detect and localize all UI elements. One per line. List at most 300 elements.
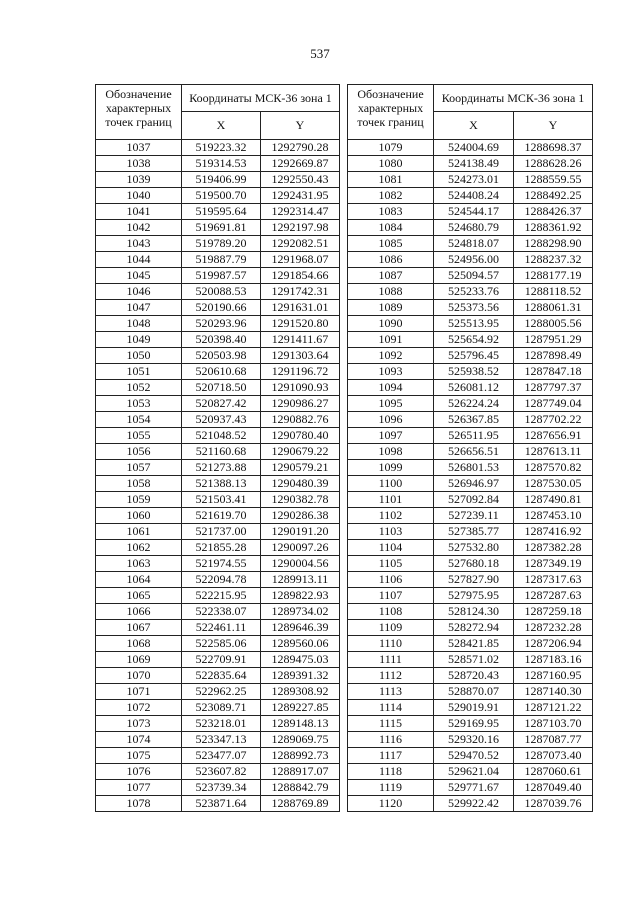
x-coordinate-cell: 528421.85 (434, 636, 514, 652)
table-row (96, 236, 340, 252)
table-row (348, 652, 593, 668)
table-row (96, 316, 340, 332)
y-coordinate-cell: 1287349.19 (514, 556, 593, 572)
y-coordinate-cell: 1290286.38 (261, 508, 340, 524)
table-row (96, 284, 340, 300)
x-coordinate-cell: 521974.55 (182, 556, 261, 572)
y-coordinate-cell: 1287206.94 (514, 636, 593, 652)
y-coordinate-cell: 1289734.02 (261, 604, 340, 620)
point-id-cell: 1081 (348, 172, 434, 188)
point-id-cell: 1061 (96, 524, 182, 540)
y-coordinate-cell: 1291090.93 (261, 380, 340, 396)
point-id-cell: 1116 (348, 732, 434, 748)
table-row (348, 380, 593, 396)
x-coordinate-cell: 526946.97 (434, 476, 514, 492)
table-row (348, 220, 593, 236)
y-coordinate-cell: 1288559.55 (514, 172, 593, 188)
x-coordinate-cell: 520610.68 (182, 364, 261, 380)
y-coordinate-cell: 1287749.04 (514, 396, 593, 412)
table-row (96, 636, 340, 652)
x-coordinate-cell: 529320.16 (434, 732, 514, 748)
y-coordinate-cell: 1290004.56 (261, 556, 340, 572)
y-coordinate-cell: 1287847.18 (514, 364, 593, 380)
table-row (348, 476, 593, 492)
x-coordinate-cell: 528124.30 (434, 604, 514, 620)
x-coordinate-cell: 523739.34 (182, 780, 261, 796)
table-row (348, 700, 593, 716)
point-id-cell: 1089 (348, 300, 434, 316)
table-row (96, 332, 340, 348)
y-coordinate-cell: 1291196.72 (261, 364, 340, 380)
y-coordinate-cell: 1292082.51 (261, 236, 340, 252)
point-id-cell: 1079 (348, 140, 434, 156)
y-coordinate-cell: 1288237.32 (514, 252, 593, 268)
table-row (96, 268, 340, 284)
x-coordinate-cell: 528272.94 (434, 620, 514, 636)
y-coordinate-cell: 1291968.07 (261, 252, 340, 268)
y-coordinate-cell: 1289227.85 (261, 700, 340, 716)
x-coordinate-cell: 521737.00 (182, 524, 261, 540)
x-coordinate-cell: 525513.95 (434, 316, 514, 332)
table-row (348, 268, 593, 284)
point-id-cell: 1069 (96, 652, 182, 668)
point-id-cell: 1067 (96, 620, 182, 636)
x-coordinate-cell: 523347.13 (182, 732, 261, 748)
table-row (96, 780, 340, 796)
y-coordinate-cell: 1288628.26 (514, 156, 593, 172)
x-coordinate-cell: 523477.07 (182, 748, 261, 764)
point-id-cell: 1045 (96, 268, 182, 284)
table-row (348, 332, 593, 348)
y-coordinate-cell: 1291854.66 (261, 268, 340, 284)
x-coordinate-cell: 527975.95 (434, 588, 514, 604)
x-coordinate-cell: 519789.20 (182, 236, 261, 252)
point-id-cell: 1085 (348, 236, 434, 252)
point-column-header: Обозначение характерных точек границ (348, 85, 434, 140)
x-coordinate-cell: 519691.81 (182, 220, 261, 236)
y-coordinate-cell: 1288061.31 (514, 300, 593, 316)
point-id-cell: 1062 (96, 540, 182, 556)
point-id-cell: 1108 (348, 604, 434, 620)
x-coordinate-cell: 522962.25 (182, 684, 261, 700)
point-id-cell: 1090 (348, 316, 434, 332)
x-coordinate-cell: 519500.70 (182, 188, 261, 204)
table-row (348, 524, 593, 540)
y-coordinate-cell: 1291303.64 (261, 348, 340, 364)
x-coordinate-cell: 526081.12 (434, 380, 514, 396)
table-row (348, 508, 593, 524)
point-id-cell: 1113 (348, 684, 434, 700)
point-id-cell: 1063 (96, 556, 182, 572)
point-id-cell: 1066 (96, 604, 182, 620)
x-coordinate-cell: 529771.67 (434, 780, 514, 796)
x-coordinate-cell: 528720.43 (434, 668, 514, 684)
y-coordinate-cell: 1292197.98 (261, 220, 340, 236)
table-row (348, 796, 593, 812)
point-id-cell: 1078 (96, 796, 182, 812)
y-coordinate-cell: 1287140.30 (514, 684, 593, 700)
x-coordinate-cell: 524273.01 (434, 172, 514, 188)
x-coordinate-cell: 520398.40 (182, 332, 261, 348)
y-coordinate-cell: 1287103.70 (514, 716, 593, 732)
x-coordinate-cell: 524956.00 (434, 252, 514, 268)
x-coordinate-cell: 524818.07 (434, 236, 514, 252)
table-row (348, 428, 593, 444)
y-coordinate-cell: 1289913.11 (261, 572, 340, 588)
point-id-cell: 1111 (348, 652, 434, 668)
table-row (348, 460, 593, 476)
point-id-cell: 1053 (96, 396, 182, 412)
point-id-cell: 1044 (96, 252, 182, 268)
table-row (348, 604, 593, 620)
point-id-cell: 1093 (348, 364, 434, 380)
table-row (96, 460, 340, 476)
x-coordinate-cell: 519987.57 (182, 268, 261, 284)
y-coordinate-cell: 1288298.90 (514, 236, 593, 252)
point-id-cell: 1072 (96, 700, 182, 716)
point-id-cell: 1048 (96, 316, 182, 332)
x-coordinate-cell: 525938.52 (434, 364, 514, 380)
x-coordinate-cell: 525796.45 (434, 348, 514, 364)
x-coordinate-cell: 524138.49 (434, 156, 514, 172)
point-id-cell: 1065 (96, 588, 182, 604)
x-coordinate-cell: 526801.53 (434, 460, 514, 476)
point-id-cell: 1039 (96, 172, 182, 188)
point-id-cell: 1107 (348, 588, 434, 604)
y-coordinate-cell: 1290579.21 (261, 460, 340, 476)
x-coordinate-cell: 526656.51 (434, 444, 514, 460)
table-row (96, 716, 340, 732)
x-coordinate-cell: 526367.85 (434, 412, 514, 428)
x-coordinate-cell: 522461.11 (182, 620, 261, 636)
y-coordinate-cell: 1288698.37 (514, 140, 593, 156)
y-coordinate-cell: 1288992.73 (261, 748, 340, 764)
table-row (348, 540, 593, 556)
table-row (96, 700, 340, 716)
table-row (348, 252, 593, 268)
x-coordinate-cell: 521160.68 (182, 444, 261, 460)
x-coordinate-cell: 522585.06 (182, 636, 261, 652)
table-row (96, 476, 340, 492)
table-row (96, 588, 340, 604)
table-row (96, 172, 340, 188)
x-coordinate-cell: 523607.82 (182, 764, 261, 780)
x-coordinate-cell: 528571.02 (434, 652, 514, 668)
point-id-cell: 1091 (348, 332, 434, 348)
x-coordinate-cell: 521388.13 (182, 476, 261, 492)
table-row (96, 140, 340, 156)
y-coordinate-cell: 1290480.39 (261, 476, 340, 492)
y-coordinate-cell: 1287060.61 (514, 764, 593, 780)
x-coordinate-cell: 526511.95 (434, 428, 514, 444)
table-row (348, 668, 593, 684)
table-row (96, 348, 340, 364)
table-row (96, 220, 340, 236)
point-id-cell: 1041 (96, 204, 182, 220)
table-row (348, 444, 593, 460)
y-column-header: Y (514, 112, 593, 140)
y-coordinate-cell: 1292550.43 (261, 172, 340, 188)
x-coordinate-cell: 520937.43 (182, 412, 261, 428)
y-coordinate-cell: 1288426.37 (514, 204, 593, 220)
table-row (348, 780, 593, 796)
y-coordinate-cell: 1287317.63 (514, 572, 593, 588)
x-coordinate-cell: 519595.64 (182, 204, 261, 220)
point-id-cell: 1080 (348, 156, 434, 172)
page-number: 537 (310, 46, 330, 61)
point-id-cell: 1054 (96, 412, 182, 428)
x-coordinate-cell: 527827.90 (434, 572, 514, 588)
table-row (348, 764, 593, 780)
point-id-cell: 1087 (348, 268, 434, 284)
table-row (96, 540, 340, 556)
x-coordinate-cell: 525233.76 (434, 284, 514, 300)
x-coordinate-cell: 520827.42 (182, 396, 261, 412)
point-id-cell: 1070 (96, 668, 182, 684)
y-coordinate-cell: 1287039.76 (514, 796, 593, 812)
y-coordinate-cell: 1291411.67 (261, 332, 340, 348)
x-coordinate-cell: 529470.52 (434, 748, 514, 764)
point-id-cell: 1073 (96, 716, 182, 732)
x-coordinate-cell: 521273.88 (182, 460, 261, 476)
point-id-cell: 1102 (348, 508, 434, 524)
point-id-cell: 1051 (96, 364, 182, 380)
y-coordinate-cell: 1292790.28 (261, 140, 340, 156)
x-coordinate-cell: 529019.91 (434, 700, 514, 716)
x-coordinate-cell: 527532.80 (434, 540, 514, 556)
table-row (96, 684, 340, 700)
point-id-cell: 1058 (96, 476, 182, 492)
x-coordinate-cell: 519406.99 (182, 172, 261, 188)
table-row (96, 524, 340, 540)
point-id-cell: 1098 (348, 444, 434, 460)
y-coordinate-cell: 1287073.40 (514, 748, 593, 764)
point-id-cell: 1115 (348, 716, 434, 732)
y-coordinate-cell: 1287453.10 (514, 508, 593, 524)
point-id-cell: 1092 (348, 348, 434, 364)
y-coordinate-cell: 1287797.37 (514, 380, 593, 396)
x-coordinate-cell: 524680.79 (434, 220, 514, 236)
x-coordinate-cell: 525373.56 (434, 300, 514, 316)
point-id-cell: 1094 (348, 380, 434, 396)
table-row (348, 156, 593, 172)
y-coordinate-cell: 1289069.75 (261, 732, 340, 748)
y-coordinate-cell: 1289822.93 (261, 588, 340, 604)
y-coordinate-cell: 1289646.39 (261, 620, 340, 636)
x-coordinate-cell: 521503.41 (182, 492, 261, 508)
x-coordinate-cell: 527385.77 (434, 524, 514, 540)
y-coordinate-cell: 1288118.52 (514, 284, 593, 300)
y-coordinate-cell: 1288769.89 (261, 796, 340, 812)
y-coordinate-cell: 1287382.28 (514, 540, 593, 556)
table-row (96, 300, 340, 316)
point-id-cell: 1050 (96, 348, 182, 364)
y-coordinate-cell: 1290679.22 (261, 444, 340, 460)
y-coordinate-cell: 1289148.13 (261, 716, 340, 732)
table-row (96, 412, 340, 428)
y-coordinate-cell: 1290780.40 (261, 428, 340, 444)
point-id-cell: 1043 (96, 236, 182, 252)
y-coordinate-cell: 1287049.40 (514, 780, 593, 796)
y-coordinate-cell: 1290097.26 (261, 540, 340, 556)
table-row (96, 364, 340, 380)
table-row (96, 556, 340, 572)
table-row (348, 556, 593, 572)
y-coordinate-cell: 1287570.82 (514, 460, 593, 476)
point-id-cell: 1086 (348, 252, 434, 268)
x-coordinate-cell: 522709.91 (182, 652, 261, 668)
coordinates-table-right (347, 84, 593, 812)
point-id-cell: 1117 (348, 748, 434, 764)
point-id-cell: 1052 (96, 380, 182, 396)
point-id-cell: 1103 (348, 524, 434, 540)
x-coordinate-cell: 529922.42 (434, 796, 514, 812)
x-coordinate-cell: 522338.07 (182, 604, 261, 620)
x-coordinate-cell: 527239.11 (434, 508, 514, 524)
y-coordinate-cell: 1289560.06 (261, 636, 340, 652)
x-column-header: X (182, 112, 261, 140)
point-id-cell: 1099 (348, 460, 434, 476)
table-row (96, 796, 340, 812)
table-row (96, 204, 340, 220)
point-id-cell: 1110 (348, 636, 434, 652)
x-coordinate-cell: 526224.24 (434, 396, 514, 412)
y-coordinate-cell: 1290382.78 (261, 492, 340, 508)
y-coordinate-cell: 1292314.47 (261, 204, 340, 220)
point-id-cell: 1046 (96, 284, 182, 300)
point-id-cell: 1101 (348, 492, 434, 508)
coordinate-column-header: Координаты МСК-36 зона 1 (182, 85, 340, 112)
table-row (96, 652, 340, 668)
table-row (96, 252, 340, 268)
point-id-cell: 1105 (348, 556, 434, 572)
x-coordinate-cell: 521048.52 (182, 428, 261, 444)
point-id-cell: 1112 (348, 668, 434, 684)
table-row (348, 716, 593, 732)
point-id-cell: 1042 (96, 220, 182, 236)
x-coordinate-cell: 521619.70 (182, 508, 261, 524)
x-coordinate-cell: 523218.01 (182, 716, 261, 732)
point-id-cell: 1118 (348, 764, 434, 780)
y-coordinate-cell: 1291631.01 (261, 300, 340, 316)
point-id-cell: 1109 (348, 620, 434, 636)
table-row (96, 380, 340, 396)
point-id-cell: 1075 (96, 748, 182, 764)
point-id-cell: 1076 (96, 764, 182, 780)
point-id-cell: 1077 (96, 780, 182, 796)
point-id-cell: 1071 (96, 684, 182, 700)
table-row (348, 492, 593, 508)
point-id-cell: 1047 (96, 300, 182, 316)
x-coordinate-cell: 520088.53 (182, 284, 261, 300)
y-coordinate-cell: 1287121.22 (514, 700, 593, 716)
point-id-cell: 1084 (348, 220, 434, 236)
table-row (348, 172, 593, 188)
y-coordinate-cell: 1287490.81 (514, 492, 593, 508)
table-row (96, 396, 340, 412)
y-coordinate-cell: 1291742.31 (261, 284, 340, 300)
y-column-header: Y (261, 112, 340, 140)
x-coordinate-cell: 522094.78 (182, 572, 261, 588)
table-row (348, 588, 593, 604)
table-row (348, 748, 593, 764)
x-coordinate-cell: 519887.79 (182, 252, 261, 268)
point-id-cell: 1037 (96, 140, 182, 156)
x-coordinate-cell: 522835.64 (182, 668, 261, 684)
point-id-cell: 1097 (348, 428, 434, 444)
table-row (348, 412, 593, 428)
table-row (348, 236, 593, 252)
y-coordinate-cell: 1288917.07 (261, 764, 340, 780)
point-id-cell: 1120 (348, 796, 434, 812)
table-row (348, 204, 593, 220)
y-coordinate-cell: 1287613.11 (514, 444, 593, 460)
point-id-cell: 1088 (348, 284, 434, 300)
point-id-cell: 1104 (348, 540, 434, 556)
point-id-cell: 1083 (348, 204, 434, 220)
coordinate-column-header: Координаты МСК-36 зона 1 (434, 85, 593, 112)
table-row (96, 668, 340, 684)
x-coordinate-cell: 528870.07 (434, 684, 514, 700)
y-coordinate-cell: 1289391.32 (261, 668, 340, 684)
x-coordinate-cell: 529621.04 (434, 764, 514, 780)
x-coordinate-cell: 522215.95 (182, 588, 261, 604)
table-row (96, 156, 340, 172)
table-row (348, 620, 593, 636)
x-coordinate-cell: 524408.24 (434, 188, 514, 204)
y-coordinate-cell: 1288005.56 (514, 316, 593, 332)
table-row (348, 140, 593, 156)
y-coordinate-cell: 1287232.28 (514, 620, 593, 636)
x-coordinate-cell: 519314.53 (182, 156, 261, 172)
y-coordinate-cell: 1287087.77 (514, 732, 593, 748)
point-id-cell: 1040 (96, 188, 182, 204)
y-coordinate-cell: 1287898.49 (514, 348, 593, 364)
point-id-cell: 1100 (348, 476, 434, 492)
table-row (96, 492, 340, 508)
table-row (348, 572, 593, 588)
table-row (348, 636, 593, 652)
table-row (348, 684, 593, 700)
point-id-cell: 1055 (96, 428, 182, 444)
point-id-cell: 1057 (96, 460, 182, 476)
y-coordinate-cell: 1287287.63 (514, 588, 593, 604)
point-id-cell: 1095 (348, 396, 434, 412)
table-row (348, 732, 593, 748)
table-row (348, 300, 593, 316)
x-coordinate-cell: 523089.71 (182, 700, 261, 716)
point-id-cell: 1114 (348, 700, 434, 716)
point-id-cell: 1082 (348, 188, 434, 204)
point-id-cell: 1056 (96, 444, 182, 460)
table-row (348, 364, 593, 380)
table-row (348, 396, 593, 412)
y-coordinate-cell: 1290986.27 (261, 396, 340, 412)
y-coordinate-cell: 1287656.91 (514, 428, 593, 444)
point-id-cell: 1060 (96, 508, 182, 524)
y-coordinate-cell: 1292669.87 (261, 156, 340, 172)
coordinates-table-left (95, 84, 340, 812)
point-id-cell: 1074 (96, 732, 182, 748)
y-coordinate-cell: 1289475.03 (261, 652, 340, 668)
table-row (96, 604, 340, 620)
x-coordinate-cell: 524544.17 (434, 204, 514, 220)
table-row (96, 732, 340, 748)
point-id-cell: 1059 (96, 492, 182, 508)
y-coordinate-cell: 1287951.29 (514, 332, 593, 348)
x-coordinate-cell: 525654.92 (434, 332, 514, 348)
x-coordinate-cell: 527092.84 (434, 492, 514, 508)
